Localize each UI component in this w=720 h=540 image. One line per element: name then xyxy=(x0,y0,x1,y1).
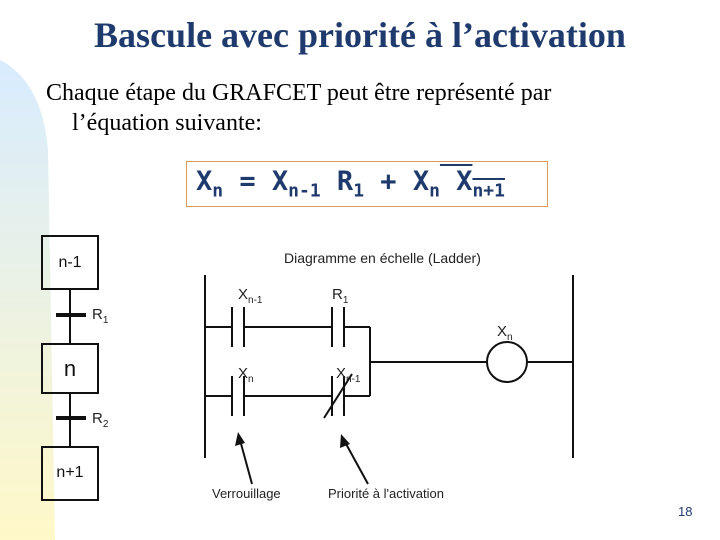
annotation-verrouillage: Verrouillage xyxy=(212,486,281,501)
annotation-priorite: Priorité à l'activation xyxy=(328,486,444,501)
arrow-verrouillage xyxy=(240,440,252,484)
step-top-label: n-1 xyxy=(58,254,82,271)
ladder xyxy=(205,275,573,484)
equation: $X_n = X_{n-1}$ $R_1 + X_n$ $X_{n+1}$ xyxy=(196,166,505,202)
intro-line-2: l’équation suivante: xyxy=(72,110,262,136)
negated-term: $X_{n+1}$ xyxy=(439,166,505,202)
contact-label-xn-1: $X_{n-1}$ xyxy=(238,286,263,306)
contact-label-xn: $X_n$ xyxy=(238,365,254,385)
step-bottom-label: n+1 xyxy=(56,464,84,481)
transition-2-label: $R_2$ xyxy=(92,410,109,430)
transition-1-label: $R_1$ xyxy=(92,306,109,326)
page-number: 18 xyxy=(678,504,693,519)
contact-label-xn-1-nc: $X_{n-1}$ xyxy=(336,365,361,385)
contact-label-r1: $R_1$ xyxy=(332,286,349,306)
step-mid-label: n xyxy=(63,356,77,381)
intro-line-1: Chaque étape du GRAFCET peut être représenté par xyxy=(46,80,552,106)
coil xyxy=(487,342,527,382)
arrow-priorite xyxy=(345,442,368,484)
ladder-title: Diagramme en échelle (Ladder) xyxy=(284,250,481,266)
coil-label: $X_n$ xyxy=(497,323,513,343)
slide-title: Bascule avec priorité à l’activation xyxy=(94,15,626,55)
